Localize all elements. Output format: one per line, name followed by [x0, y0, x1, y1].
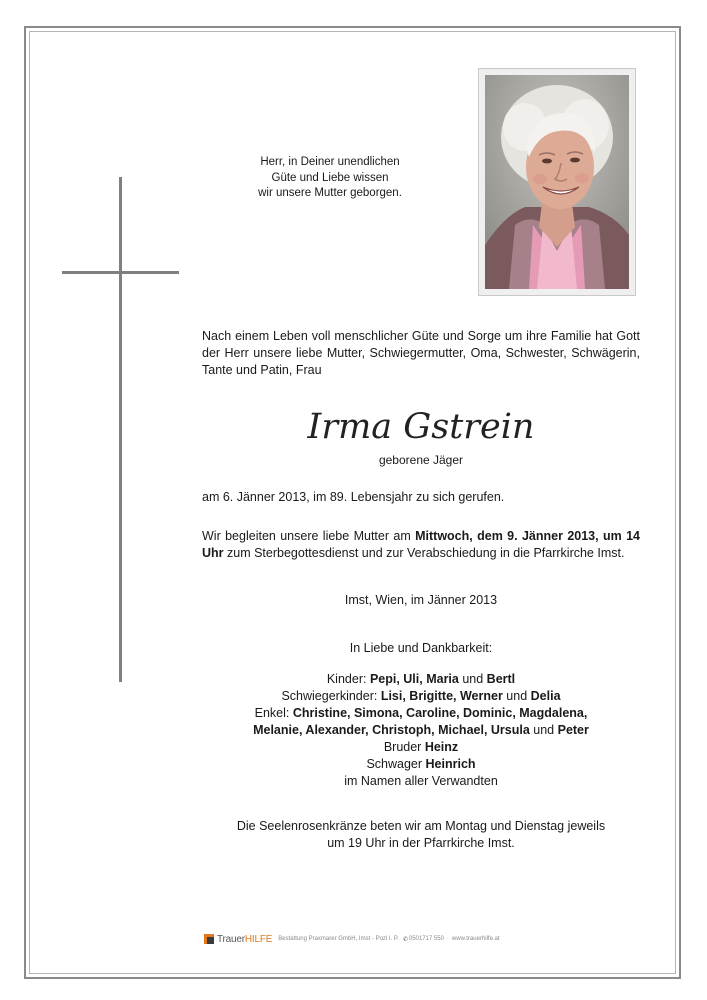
cross-horizontal-bar: [62, 271, 179, 274]
quote-line: wir unsere Mutter geborgen.: [258, 187, 402, 199]
footer-website[interactable]: www.trauerhilfe.at: [451, 936, 500, 942]
bible-quote: [230, 155, 430, 202]
rosary-info: [202, 818, 640, 852]
brother-in-law-name: Heinrich: [425, 757, 476, 771]
maiden-name: geborene Jäger: [378, 453, 464, 467]
cross-vertical-bar: [119, 177, 122, 682]
footer-company: Bestattung Praxmarer GmbH, Imst - Pozl I. P.: [278, 936, 399, 942]
grandchildren-line-1: [202, 705, 640, 722]
grandchildren-label: Enkel:: [254, 706, 293, 720]
thanks-line: In Liebe und Dankbarkeit:: [349, 641, 493, 655]
trauerhilfe-logo-icon: [204, 934, 214, 944]
portrait-illustration: [485, 75, 629, 289]
rosary-line: um 19 Uhr in der Pfarrkirche Imst.: [327, 836, 515, 850]
brother-line: [202, 739, 640, 756]
footer-separator: ·: [446, 936, 449, 942]
funeral-text-after: zum Sterbegottesdienst und zur Verabschiedung in die Pfarrkirche Imst.: [223, 546, 625, 560]
deceased-name: Irma Gstrein: [307, 407, 535, 447]
inlaws-names: Lisi, Brigitte, Werner: [380, 689, 503, 703]
family-list: [202, 671, 640, 790]
brother-in-law-line: [202, 756, 640, 773]
grandchildren-last: Peter: [557, 723, 589, 737]
children-names: Pepi, Uli, Maria: [369, 672, 459, 686]
children-line: [202, 671, 640, 688]
logo-part-2: HILFE: [244, 933, 273, 945]
inlaws-line: [202, 688, 640, 705]
children-last: Bertl: [486, 672, 516, 686]
grandchildren-names-1: Christine, Simona, Caroline, Dominic, Magdalena,: [292, 706, 588, 720]
footer-phone: 0501717 550: [408, 936, 444, 942]
grandchildren-and: und: [529, 723, 558, 737]
logo-text: [217, 934, 272, 945]
closing-line: im Namen aller Verwandten: [344, 774, 498, 788]
rosary-line: Die Seelenrosenkränze beten wir am Montag und Dienstag jeweils: [236, 819, 606, 833]
portrait-photo: [485, 75, 629, 289]
grandchildren-names-2: Melanie, Alexander, Christoph, Michael, Ursula: [253, 723, 530, 737]
footer: [204, 932, 500, 946]
inlaws-last: Delia: [530, 689, 561, 703]
brother-name: Heinz: [424, 740, 459, 754]
quote-line: Herr, in Deiner unendlichen: [260, 156, 400, 168]
photo-frame: [478, 68, 636, 296]
inlaws-label: Schwiegerkinder:: [281, 689, 381, 703]
funeral-date: Mittwoch, dem 9. Jänner 2013, um 14 Uhr: [202, 529, 640, 560]
grandchildren-line-2: [202, 722, 640, 739]
funeral-text-before: Wir begleiten unsere liebe Mutter am: [202, 529, 416, 543]
brother-in-law-label: Schwager: [366, 757, 426, 771]
funeral-info: [202, 528, 640, 562]
children-label: Kinder:: [326, 672, 370, 686]
quote-line: Güte und Liebe wissen: [271, 171, 389, 184]
logo-part-1: Trauer: [217, 933, 245, 945]
death-date: am 6. Jänner 2013, im 89. Lebensjahr zu sich gerufen.: [202, 490, 505, 504]
place-date: Imst, Wien, im Jänner 2013: [344, 593, 498, 607]
inlaws-and: und: [502, 689, 531, 703]
children-and: und: [458, 672, 487, 686]
intro-text: Nach einem Leben voll menschlicher Güte und Sorge um ihre Familie hat Gott der Herr unsere liebe Mutter, Schwiegermutter, Oma, Schwester, Schwägerin, Tante und Patin, Frau: [202, 329, 640, 377]
brother-label: Bruder: [383, 740, 425, 754]
phone-icon: ✆: [402, 936, 408, 943]
